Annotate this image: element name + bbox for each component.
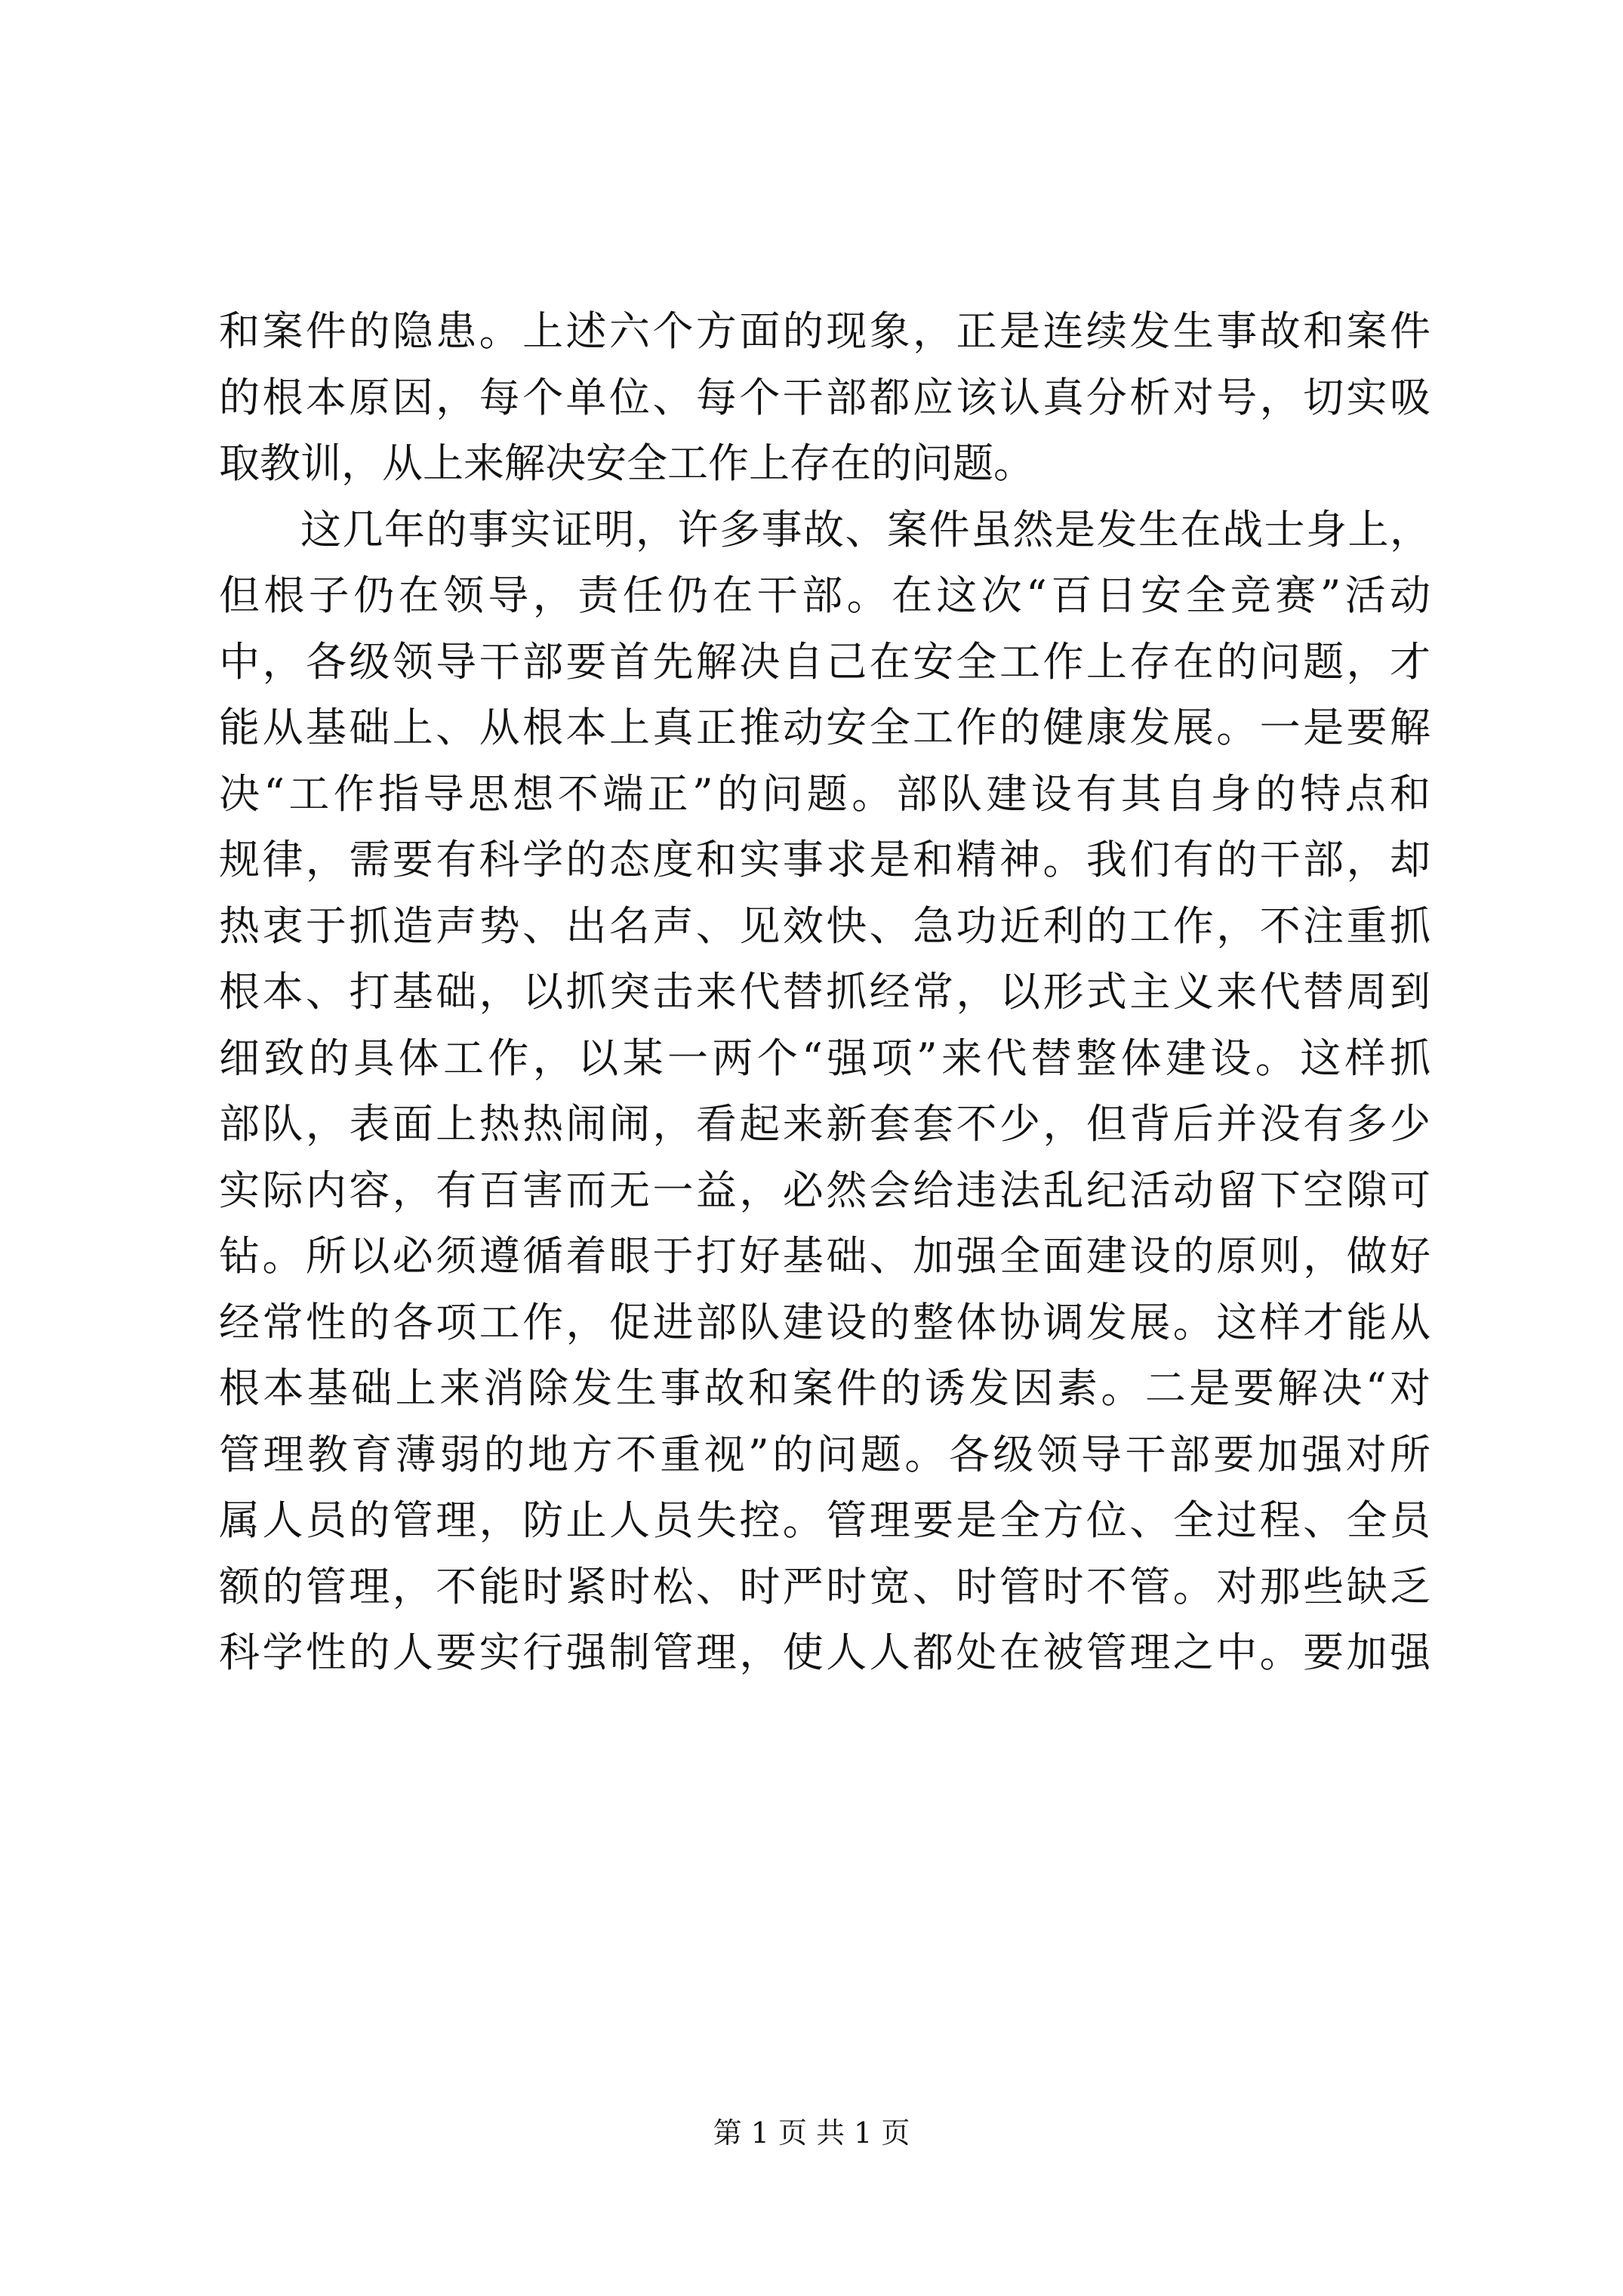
text-line: 部队，表面上热热闹闹，看起来新套套不少，但背后并没有多少 <box>219 1100 1431 1148</box>
text-line: 钻。所以必须遵循着眼于打好基础、加强全面建设的原则，做好 <box>219 1232 1431 1280</box>
text-line: 根本、打基础，以抓突击来代替抓经常，以形式主义来代替周到 <box>219 968 1431 1015</box>
text-line: 细致的具体工作，以某一两个“强项”来代替整体建设。这样抓 <box>219 1034 1431 1082</box>
text-line: 额的管理，不能时紧时松、时严时宽、时管时不管。对那些缺乏 <box>219 1562 1431 1610</box>
text-line: 根本基础上来消除发生事故和案件的诱发因素。二是要解决“对 <box>219 1364 1431 1412</box>
text-line: 属人员的管理，防止人员失控。管理要是全方位、全过程、全员 <box>219 1496 1431 1544</box>
text-line: 的根本原因，每个单位、每个干部都应该认真分析对号，切实吸 <box>219 373 1431 421</box>
text-line: 能从基础上、从根本上真正推动安全工作的健康发展。一是要解 <box>219 704 1431 751</box>
text-line: 和案件的隐患。上述六个方面的现象，正是连续发生事故和案件 <box>219 307 1431 355</box>
page-footer <box>0 2114 1623 2152</box>
text-line: 经常性的各项工作，促进部队建设的整体协调发展。这样才能从 <box>219 1298 1431 1346</box>
text-line: 实际内容，有百害而无一益，必然会给违法乱纪活动留下空隙可 <box>219 1166 1431 1214</box>
text-line: 中，各级领导干部要首先解决自己在安全工作上存在的问题，才 <box>219 637 1431 686</box>
text-line: 决“工作指导思想不端正”的问题。部队建设有其自身的特点和 <box>219 769 1431 818</box>
page-number: 第 1 页 共 1 页 <box>713 2116 910 2150</box>
text-line: 管理教育薄弱的地方不重视”的问题。各级领导干部要加强对所 <box>219 1430 1431 1478</box>
text-line: 规律，需要有科学的态度和实事求是和精神。我们有的干部，却 <box>219 836 1431 883</box>
text-line: 但根子仍在领导，责任仍在干部。在这次“百日安全竞赛”活动 <box>219 572 1431 619</box>
text-line: 热衷于抓造声势、出名声、见效快、急功近利的工作，不注重抓 <box>219 901 1431 950</box>
text-line: 科学性的人要实行强制管理，使人人都处在被管理之中。要加强 <box>219 1629 1431 1676</box>
body-text <box>219 298 1431 1686</box>
text-line: 这几年的事实证明，许多事故、案件虽然是发生在战士身上， <box>300 505 1431 553</box>
text-line: 取教训，从上来解决安全工作上存在的问题。 <box>219 439 1034 487</box>
